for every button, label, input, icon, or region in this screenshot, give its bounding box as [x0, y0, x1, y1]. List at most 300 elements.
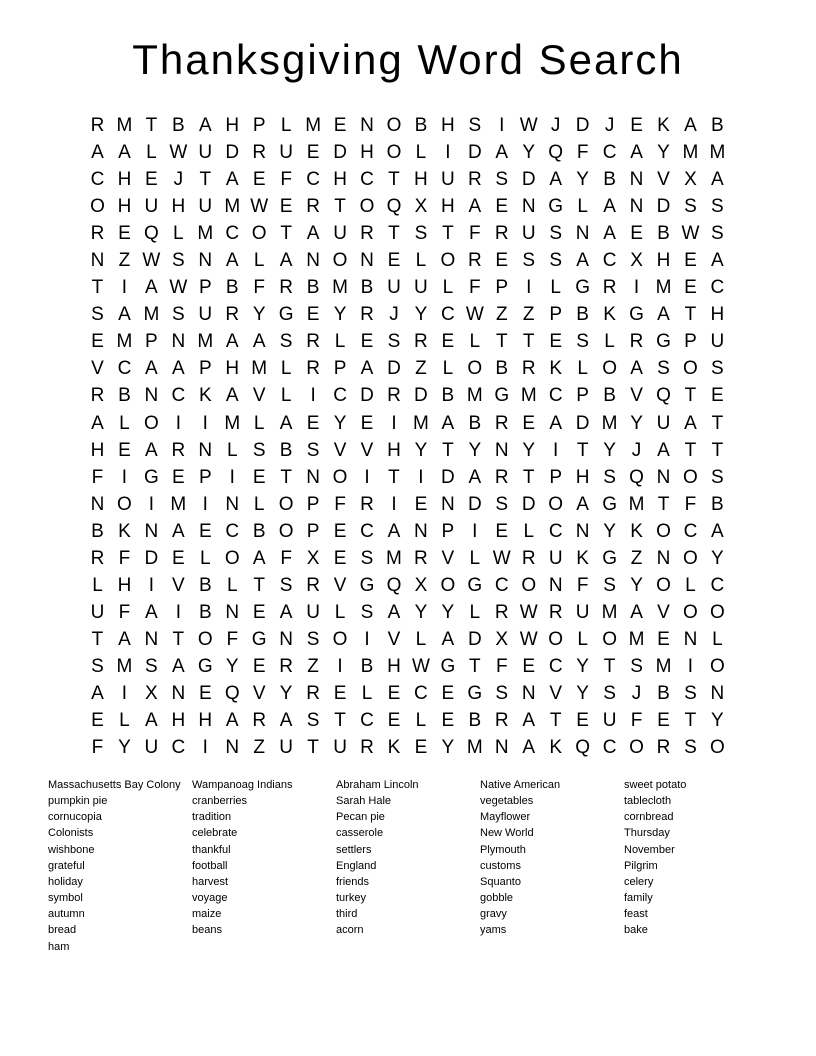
grid-letter: E	[441, 331, 455, 353]
grid-letter: V	[360, 439, 374, 461]
grid-letter: R	[521, 547, 536, 569]
grid-letter: V	[441, 547, 455, 569]
grid-letter: A	[630, 358, 643, 380]
grid-letter: I	[202, 412, 208, 434]
grid-letter: E	[684, 250, 697, 272]
grid-letter: U	[90, 601, 105, 623]
grid-letter: N	[144, 628, 159, 650]
grid-letter: I	[553, 439, 559, 461]
grid-letter: S	[360, 601, 374, 623]
grid-letter: A	[145, 439, 158, 461]
grid-letter: E	[171, 547, 185, 569]
grid-letter: W	[492, 547, 511, 569]
grid-letter: S	[711, 466, 724, 488]
grid-letter: B	[603, 385, 616, 407]
grid-letter: R	[360, 223, 374, 245]
grid-letter: U	[656, 412, 671, 434]
grid-letter: C	[90, 169, 105, 191]
grid-letter: J	[631, 682, 642, 704]
word-list-item: vegetables	[480, 795, 534, 808]
word-list-item: maize	[192, 908, 222, 921]
grid-letter: N	[225, 737, 240, 759]
word-list-item: cornbread	[624, 811, 674, 824]
grid-letter: T	[442, 223, 454, 245]
grid-letter: Y	[414, 601, 428, 623]
word-list-item: sweet potato	[624, 779, 687, 791]
grid-letter: E	[118, 439, 131, 461]
grid-letter: A	[576, 493, 589, 515]
grid-letter: G	[575, 277, 591, 299]
grid-letter: X	[306, 547, 320, 569]
grid-letter: R	[360, 304, 374, 326]
grid-letter: B	[252, 520, 266, 542]
grid-letter: O	[683, 466, 698, 488]
grid-letter: N	[225, 493, 240, 515]
grid-letter: P	[495, 277, 509, 299]
grid-letter: H	[90, 439, 105, 461]
grid-letter: I	[121, 682, 128, 704]
grid-letter: A	[603, 223, 616, 245]
grid-letter: C	[171, 385, 186, 407]
grid-row	[84, 274, 731, 301]
grid-letter: T	[684, 439, 697, 461]
grid-letter: H	[117, 574, 132, 596]
grid-letter: A	[630, 142, 643, 164]
word-list-item: Mayflower	[480, 811, 531, 824]
grid-letter: H	[225, 115, 240, 136]
grid-letter: A	[225, 710, 239, 732]
grid-letter: I	[121, 466, 128, 488]
grid-letter: D	[360, 385, 374, 407]
grid-letter: U	[521, 223, 536, 245]
grid-letter: R	[90, 547, 105, 569]
grid-letter: B	[360, 277, 374, 299]
grid-letter: M	[332, 277, 348, 299]
grid-row	[84, 707, 731, 734]
grid-letter: A	[603, 196, 616, 218]
grid-letter: O	[521, 574, 537, 596]
grid-letter: A	[118, 628, 131, 650]
grid-letter: I	[148, 574, 155, 596]
grid-letter: L	[334, 331, 346, 353]
grid-letter: F	[253, 277, 265, 299]
grid-letter: I	[310, 385, 316, 407]
grid-letter: A	[279, 710, 293, 732]
grid-letter: S	[252, 439, 266, 461]
grid-letter: W	[169, 142, 188, 164]
grid-letter: M	[601, 412, 618, 434]
grid-letter: I	[121, 277, 128, 299]
word-list-item: Wampanoag Indians	[192, 779, 293, 791]
grid-letter: U	[279, 142, 294, 164]
grid-letter: U	[306, 601, 320, 623]
word-list-item: Abraham Lincoln	[336, 779, 419, 791]
grid-letter: Z	[630, 547, 643, 569]
grid-letter: B	[91, 520, 104, 542]
grid-letter: D	[467, 142, 482, 164]
grid-letter: N	[656, 547, 671, 569]
grid-letter: E	[441, 710, 455, 732]
grid-letter: M	[305, 115, 322, 136]
grid-letter: I	[364, 628, 370, 650]
word-list-item: acorn	[336, 924, 364, 937]
grid-letter: N	[306, 466, 320, 488]
word-list-item: casserole	[336, 827, 384, 840]
grid-row	[84, 437, 731, 464]
grid-letter: M	[116, 331, 133, 353]
grid-letter: M	[386, 547, 402, 569]
grid-letter: N	[306, 250, 320, 272]
grid-letter: L	[415, 628, 427, 650]
grid-letter: Z	[307, 655, 319, 677]
grid-letter: T	[280, 466, 292, 488]
grid-row	[84, 139, 731, 166]
grid-letter: O	[548, 628, 564, 650]
grid-letter: D	[575, 412, 590, 434]
grid-letter: L	[469, 601, 481, 623]
grid-letter: C	[360, 710, 374, 732]
grid-letter: I	[526, 277, 532, 299]
grid-letter: Y	[603, 439, 616, 461]
grid-letter: L	[173, 223, 184, 245]
grid-letter: N	[144, 385, 159, 407]
word-list-item: tablecloth	[624, 795, 672, 808]
grid-letter: I	[633, 277, 640, 299]
grid-letter: M	[466, 737, 483, 759]
grid-letter: L	[361, 682, 373, 704]
grid-letter: U	[198, 304, 213, 326]
grid-letter: E	[495, 520, 509, 542]
grid-letter: W	[519, 601, 538, 623]
grid-letter: D	[467, 628, 482, 650]
grid-letter: T	[91, 277, 104, 299]
grid-letter: A	[91, 412, 104, 434]
grid-letter: A	[576, 250, 589, 272]
grid-letter: N	[171, 331, 186, 353]
grid-letter: O	[332, 466, 348, 488]
grid-letter: L	[253, 250, 265, 272]
grid-letter: A	[171, 655, 185, 677]
grid-letter: Q	[656, 385, 671, 407]
grid-letter: M	[197, 223, 214, 245]
grid-letter: G	[197, 655, 213, 677]
grid-letter: A	[711, 250, 724, 272]
grid-letter: A	[684, 412, 697, 434]
grid-letter: X	[684, 169, 697, 191]
grid-letter: G	[629, 304, 644, 326]
grid-letter: F	[91, 737, 104, 759]
grid-letter: S	[387, 331, 401, 353]
grid-letter: Y	[711, 710, 724, 732]
grid-letter: A	[657, 439, 670, 461]
grid-row	[84, 112, 731, 139]
grid-letter: C	[414, 682, 428, 704]
grid-letter: X	[145, 682, 158, 704]
grid-letter: A	[441, 628, 455, 650]
grid-letter: L	[226, 439, 238, 461]
grid-letter: L	[146, 142, 157, 164]
grid-letter: A	[387, 601, 401, 623]
grid-letter: N	[629, 169, 644, 191]
grid-letter: L	[469, 331, 481, 353]
grid-letter: Y	[711, 547, 724, 569]
grid-letter: R	[387, 385, 401, 407]
grid-letter: O	[117, 493, 132, 515]
grid-letter: E	[333, 547, 347, 569]
grid-letter: T	[549, 710, 562, 732]
grid-letter: H	[117, 196, 132, 218]
word-search-grid	[84, 112, 731, 761]
grid-letter: L	[550, 277, 561, 299]
grid-letter: T	[253, 574, 265, 596]
grid-letter: X	[630, 250, 643, 272]
grid-letter: H	[360, 142, 374, 164]
grid-letter: M	[628, 493, 645, 515]
grid-letter: E	[145, 169, 158, 191]
grid-letter: N	[225, 601, 240, 623]
grid-letter: A	[684, 115, 697, 136]
grid-letter: L	[415, 250, 427, 272]
grid-letter: N	[198, 439, 213, 461]
grid-letter: T	[495, 331, 508, 353]
grid-letter: L	[280, 358, 292, 380]
grid-letter: B	[468, 710, 482, 732]
grid-letter: E	[171, 466, 185, 488]
grid-letter: L	[119, 710, 130, 732]
grid-letter: O	[251, 223, 267, 245]
grid-letter: E	[306, 142, 320, 164]
grid-letter: U	[710, 331, 725, 353]
grid-letter: B	[198, 574, 212, 596]
word-list-column	[624, 777, 768, 955]
grid-letter: E	[306, 412, 320, 434]
grid-letter: N	[171, 682, 186, 704]
grid-letter: V	[333, 574, 347, 596]
grid-letter: E	[630, 115, 643, 136]
grid-letter: R	[521, 358, 536, 380]
grid-letter: S	[306, 628, 320, 650]
grid-letter: B	[414, 115, 428, 136]
grid-letter: D	[656, 196, 671, 218]
grid-letter: A	[279, 412, 293, 434]
grid-letter: R	[279, 277, 294, 299]
grid-letter: E	[495, 250, 509, 272]
grid-letter: W	[681, 223, 700, 245]
grid-letter: R	[494, 601, 509, 623]
grid-letter: R	[414, 547, 428, 569]
grid-letter: E	[684, 277, 697, 299]
grid-letter: C	[225, 520, 240, 542]
grid-letter: F	[495, 655, 508, 677]
grid-letter: M	[709, 142, 726, 164]
grid-letter: A	[145, 277, 158, 299]
grid-letter: C	[710, 277, 725, 299]
word-list-item: settlers	[336, 843, 372, 856]
word-list-item: gravy	[480, 908, 507, 921]
grid-letter: V	[252, 385, 266, 407]
grid-letter: V	[171, 574, 185, 596]
grid-letter: G	[467, 682, 483, 704]
grid-letter: I	[499, 115, 505, 136]
grid-letter: E	[333, 520, 347, 542]
grid-row	[84, 166, 731, 193]
grid-letter: H	[171, 710, 186, 732]
grid-letter: A	[225, 250, 239, 272]
grid-letter: H	[656, 250, 671, 272]
grid-letter: X	[414, 196, 428, 218]
grid-letter: H	[575, 466, 590, 488]
grid-letter: T	[576, 439, 589, 461]
grid-letter: Q	[143, 223, 159, 245]
grid-letter: G	[602, 493, 617, 515]
grid-letter: S	[603, 682, 616, 704]
word-list-item: turkey	[336, 892, 366, 905]
grid-letter: B	[225, 277, 239, 299]
grid-letter: S	[360, 547, 374, 569]
grid-letter: J	[550, 115, 561, 136]
grid-letter: K	[630, 520, 643, 542]
grid-letter: V	[333, 439, 347, 461]
grid-letter: N	[360, 115, 374, 136]
grid-letter: T	[522, 466, 535, 488]
grid-letter: R	[602, 277, 617, 299]
grid-letter: B	[306, 277, 320, 299]
word-list	[48, 777, 768, 955]
grid-letter: E	[414, 493, 428, 515]
grid-letter: U	[441, 169, 455, 191]
grid-letter: E	[360, 412, 374, 434]
word-list-item: customs	[480, 859, 521, 872]
grid-letter: V	[91, 358, 104, 380]
grid-letter: M	[143, 304, 160, 326]
grid-letter: B	[711, 115, 724, 136]
grid-letter: P	[198, 466, 212, 488]
grid-letter: C	[225, 223, 240, 245]
word-list-item: yams	[480, 924, 507, 937]
grid-letter: N	[90, 250, 105, 272]
grid-letter: I	[148, 493, 155, 515]
word-list-column	[336, 777, 480, 955]
grid-letter: K	[387, 737, 401, 759]
grid-letter: O	[467, 358, 483, 380]
word-list-item: Native American	[480, 779, 561, 791]
grid-letter: M	[224, 412, 241, 434]
grid-letter: H	[225, 358, 240, 380]
grid-letter: V	[630, 385, 643, 407]
grid-letter: G	[278, 304, 294, 326]
grid-letter: N	[144, 520, 159, 542]
grid-letter: A	[279, 250, 293, 272]
grid-letter: N	[710, 682, 725, 704]
grid-letter: A	[441, 412, 455, 434]
grid-letter: H	[333, 169, 347, 191]
grid-letter: A	[225, 169, 239, 191]
grid-letter: H	[441, 115, 455, 136]
grid-letter: E	[441, 682, 455, 704]
grid-letter: R	[90, 385, 105, 407]
grid-letter: A	[495, 142, 509, 164]
grid-letter: M	[170, 493, 187, 515]
grid-letter: T	[280, 223, 292, 245]
grid-letter: W	[250, 196, 269, 218]
grid-letter: Q	[386, 574, 402, 596]
grid-letter: R	[252, 710, 267, 732]
grid-letter: S	[171, 250, 185, 272]
grid-letter: G	[602, 547, 617, 569]
grid-letter: F	[576, 574, 589, 596]
grid-letter: P	[306, 493, 320, 515]
grid-letter: C	[494, 574, 509, 596]
grid-letter: R	[360, 493, 374, 515]
grid-letter: S	[91, 655, 104, 677]
grid-row	[84, 355, 731, 382]
grid-letter: G	[143, 466, 159, 488]
grid-letter: S	[684, 682, 697, 704]
grid-row	[84, 734, 731, 761]
grid-letter: O	[386, 115, 402, 136]
grid-letter: H	[198, 710, 213, 732]
grid-letter: F	[280, 547, 292, 569]
grid-letter: N	[414, 520, 428, 542]
grid-letter: A	[252, 547, 266, 569]
grid-letter: I	[445, 142, 451, 164]
grid-letter: S	[279, 574, 293, 596]
grid-letter: R	[90, 223, 105, 245]
grid-letter: B	[657, 223, 670, 245]
grid-letter: W	[465, 304, 484, 326]
grid-letter: L	[226, 574, 238, 596]
grid-letter: R	[225, 304, 240, 326]
grid-letter: O	[332, 628, 348, 650]
grid-letter: E	[630, 223, 643, 245]
grid-letter: F	[334, 493, 346, 515]
grid-letter: R	[279, 655, 294, 677]
grid-letter: K	[576, 547, 589, 569]
grid-letter: P	[576, 385, 589, 407]
grid-letter: E	[495, 196, 509, 218]
grid-letter: T	[684, 304, 697, 326]
grid-letter: L	[577, 196, 588, 218]
grid-letter: S	[711, 358, 724, 380]
word-list-item: cranberries	[192, 795, 248, 808]
grid-letter: R	[306, 574, 320, 596]
grid-letter: S	[495, 493, 509, 515]
grid-letter: E	[252, 601, 266, 623]
grid-letter: F	[630, 710, 643, 732]
grid-letter: S	[711, 196, 724, 218]
page-title: Thanksgiving Word Search	[132, 36, 684, 83]
word-list-item: ham	[48, 940, 70, 953]
grid-letter: O	[440, 574, 456, 596]
grid-letter: E	[333, 682, 347, 704]
grid-letter: T	[657, 493, 670, 515]
word-list-item: Sarah Hale	[336, 795, 392, 808]
word-list-item: Thursday	[624, 827, 670, 840]
grid-letter: R	[494, 412, 509, 434]
grid-letter: F	[118, 547, 131, 569]
grid-letter: E	[252, 169, 266, 191]
grid-letter: J	[173, 169, 184, 191]
grid-letter: S	[522, 250, 536, 272]
grid-letter: L	[442, 277, 454, 299]
grid-letter: L	[415, 142, 427, 164]
grid-letter: T	[711, 412, 724, 434]
grid-letter: U	[575, 601, 590, 623]
grid-letter: O	[332, 250, 348, 272]
grid-letter: B	[171, 115, 185, 136]
grid-letter: G	[251, 628, 267, 650]
grid-letter: O	[629, 737, 644, 759]
